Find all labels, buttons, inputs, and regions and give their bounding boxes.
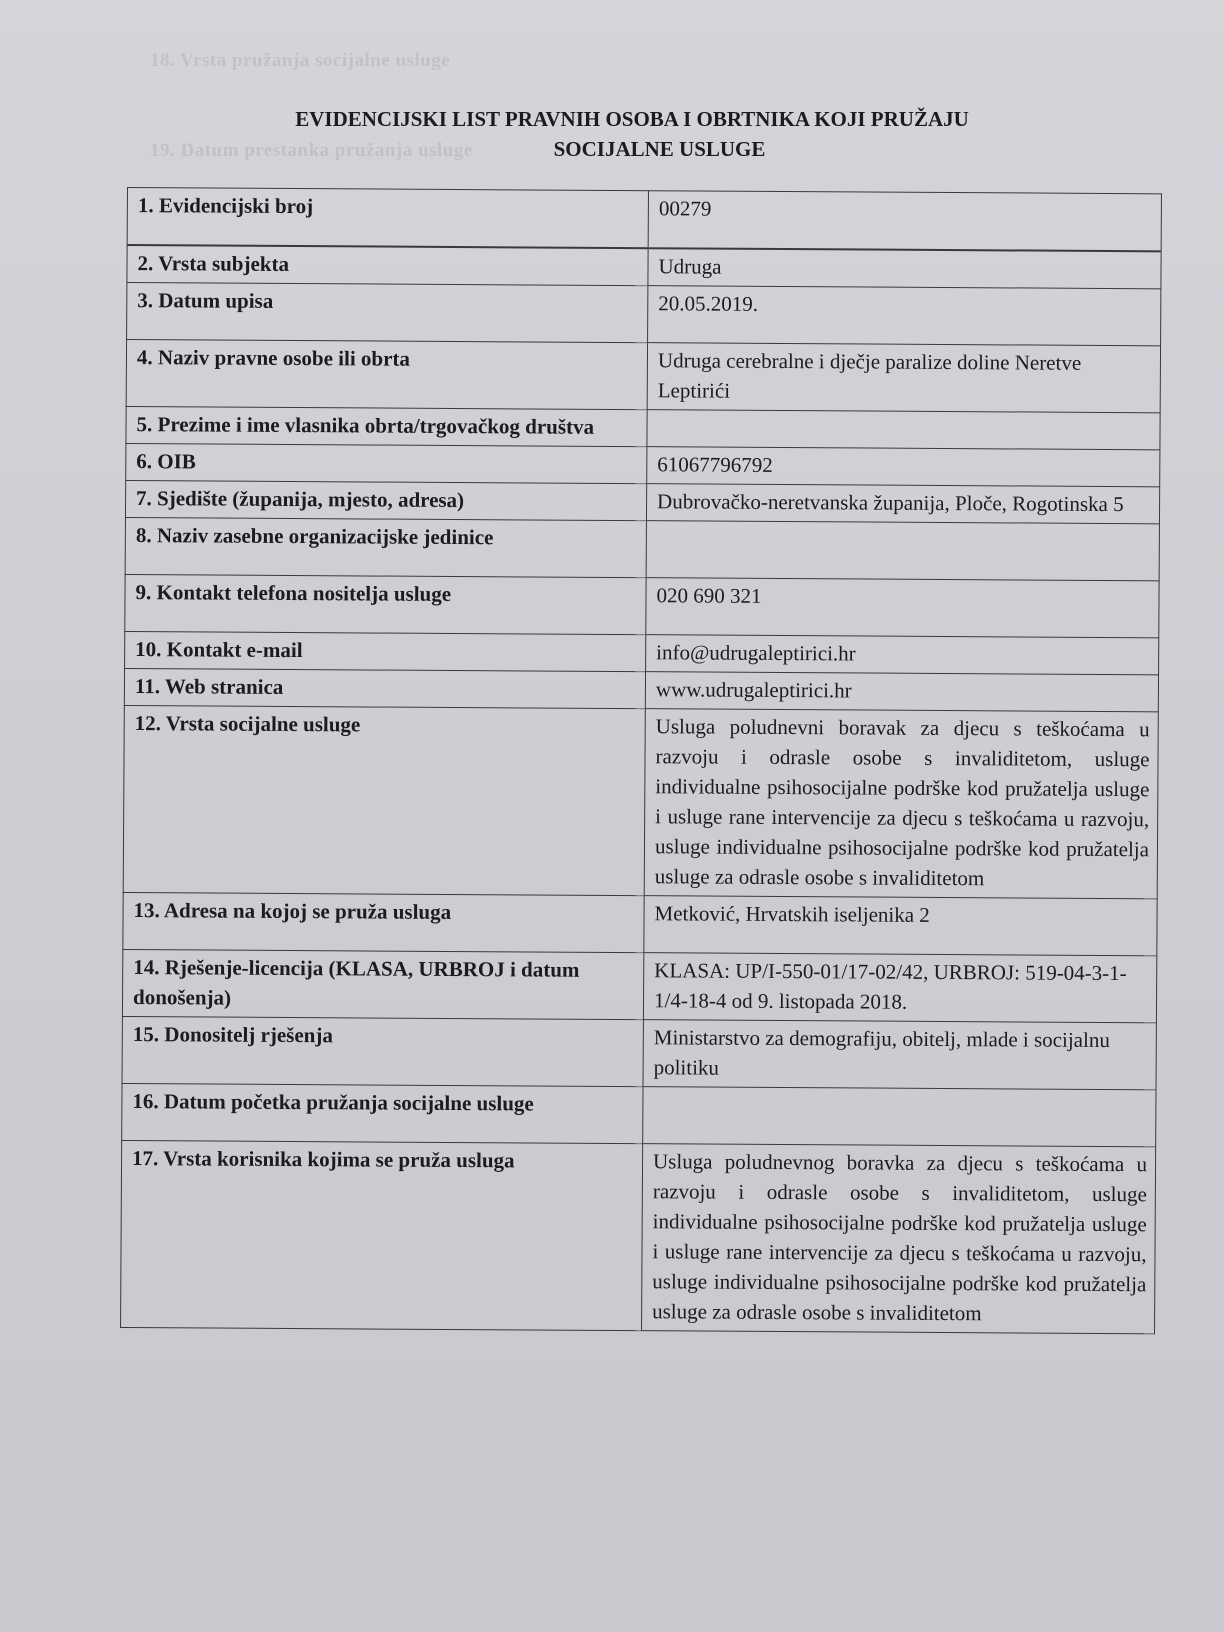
row-label: 10. Kontakt e-mail (125, 631, 646, 671)
table-row (127, 245, 1161, 289)
row-value: Ministarstvo za demografiju, obitelj, mlade i socijalnu politiku (643, 1020, 1156, 1090)
table-row (123, 892, 1157, 955)
document-title (0, 104, 1224, 164)
row-label: 4. Naziv pravne osobe ili obrta (126, 340, 647, 410)
row-label: 15. Donositelj rješenja (122, 1016, 643, 1086)
table-row (126, 340, 1160, 413)
row-value: Udruga cerebralne i dječje paralize doline Neretve Leptirići (647, 343, 1160, 413)
row-label: 3. Datum upisa (127, 283, 648, 343)
row-value: info@udrugaleptirici.hr (646, 635, 1159, 675)
row-value: 20.05.2019. (648, 286, 1161, 346)
row-value: 00279 (648, 191, 1161, 252)
row-value: www.udrugaleptirici.hr (645, 672, 1158, 712)
row-value: Dubrovačko-neretvanska županija, Ploče, Rogotinska 5 (646, 484, 1159, 524)
row-label: 1. Evidencijski broj (127, 188, 648, 249)
table-row (122, 949, 1156, 1022)
registry-form-table (120, 187, 1162, 1334)
bleed-through-text: 18. Vrsta pružanja socijalne usluge (150, 50, 451, 71)
title-line-2: SOCIJALNE USLUGE (553, 137, 766, 161)
row-label: 14. Rješenje-licencija (KLASA, URBROJ i datum donošenja) (122, 949, 643, 1019)
row-label: 11. Web stranica (124, 668, 645, 708)
table-row (123, 705, 1158, 898)
row-label: 9. Kontakt telefona nositelja usluge (125, 574, 646, 634)
row-label: 5. Prezime i ime vlasnika obrta/trgovačkog društva (126, 406, 647, 446)
table-row (124, 668, 1158, 711)
table-row (125, 480, 1159, 523)
row-value: 020 690 321 (646, 578, 1159, 638)
row-value (647, 410, 1160, 450)
table-row (126, 406, 1160, 449)
row-label: 17. Vrsta korisnika kojima se pruža usluga (121, 1140, 643, 1330)
row-label: 8. Naziv zasebne organizacijske jedinice (125, 517, 646, 577)
row-label: 2. Vrsta subjekta (127, 245, 648, 286)
table-row (121, 1140, 1156, 1333)
table-row (125, 517, 1159, 580)
table-row (127, 283, 1161, 346)
row-value: KLASA: UP/I-550-01/17-02/42, URBROJ: 519-04-3-1-1/4-18-4 od 9. listopada 2018. (643, 953, 1156, 1023)
row-value: Usluga poludnevni boravak za djecu s teškoćama u razvoju i odrasle osobe s invaliditetom, usluge individualne psihosocijalne podrške kod pružatelja usluge i usluge rane intervencije za djecu s teškoćama u razvoju, usluge individualne psihosocijalne podrške kod pružatelja usluge za odrasle osobe s invaliditetom (644, 709, 1158, 899)
table-row (126, 443, 1160, 486)
title-line-1: EVIDENCIJSKI LIST PRAVNIH OSOBA I OBRTNIKA KOJI PRUŽAJU (295, 107, 969, 131)
table-row (125, 574, 1159, 637)
table-row (127, 188, 1161, 252)
table-row (122, 1083, 1156, 1146)
table-row (122, 1016, 1156, 1089)
row-value: Metković, Hrvatskih iseljenika 2 (644, 896, 1157, 956)
row-value (643, 1087, 1156, 1147)
row-value: Usluga poludnevnog boravka za djecu s teškoćama u razvoju i odrasle osobe s invaliditetom, usluge individualne psihosocijalne podrške kod pružatelja usluge i usluge rane intervencije za djecu s teškoćama u razvoju, usluge individualne psihosocijalne podrške kod pružatelja usluge za odrasle osobe s invaliditetom (642, 1144, 1156, 1334)
row-label: 6. OIB (126, 443, 647, 483)
row-value: 61067796792 (647, 447, 1160, 487)
table-row (125, 631, 1159, 674)
row-label: 12. Vrsta socijalne usluge (123, 705, 645, 895)
bleed-through-text: 19. Datum prestanka pružanja usluge (150, 140, 473, 161)
row-label: 13. Adresa na kojoj se pruža usluga (123, 892, 644, 952)
row-value (646, 521, 1159, 581)
row-label: 7. Sjedište (županija, mjesto, adresa) (125, 480, 646, 520)
row-value: Udruga (648, 248, 1161, 289)
row-label: 16. Datum početka pružanja socijalne usluge (122, 1083, 643, 1143)
